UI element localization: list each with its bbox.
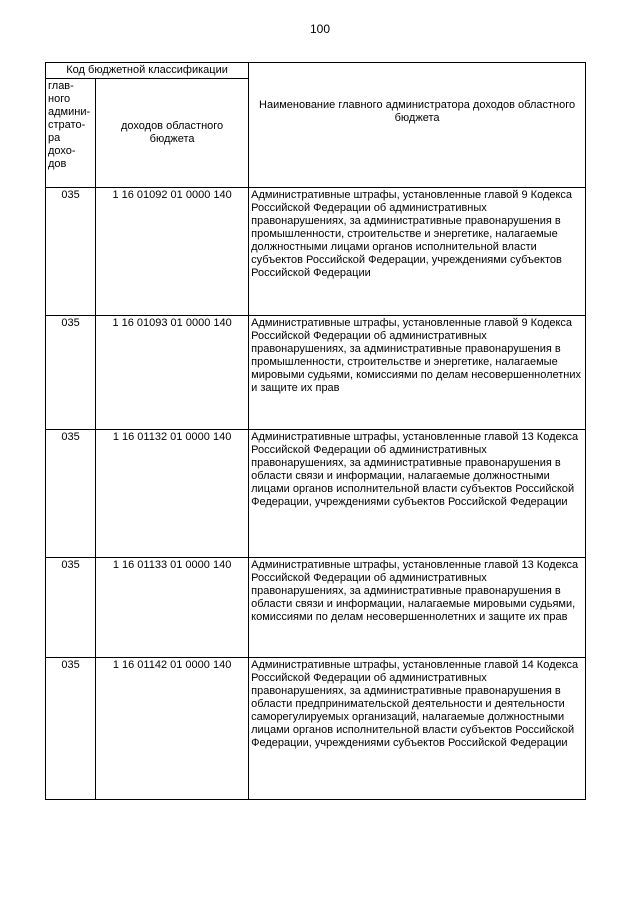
header-classification-code: Код бюджетной классификации [46, 63, 249, 79]
admin-code-cell: 035 [46, 658, 96, 800]
header-regional-income-text: доходов областного бюджета [120, 120, 224, 145]
description-cell: Административные штрафы, установленные главой 9 Кодекса Российской Федерации об административных правонарушениях, за административные правонарушения в промышленности, строительстве и энергетике, налагаемые мировыми судьями, комиссиями по делам несовершеннолетних и защите их прав [249, 316, 586, 430]
admin-code-cell: 035 [46, 558, 96, 658]
table-row [46, 658, 586, 800]
admin-code-cell: 035 [46, 316, 96, 430]
header-administrator-name: Наименование главного администратора доходов областного бюджета [249, 63, 586, 188]
header-regional-income [96, 79, 249, 188]
income-code-cell: 1 16 01132 01 0000 140 [96, 430, 249, 558]
admin-code-cell: 035 [46, 430, 96, 558]
header-main-administrator-text: глав-ного админи-страто-ра дохо-дов [48, 80, 91, 170]
income-code-cell: 1 16 01093 01 0000 140 [96, 316, 249, 430]
admin-code-cell: 035 [46, 188, 96, 316]
table-row [46, 558, 586, 658]
income-code-cell: 1 16 01092 01 0000 140 [96, 188, 249, 316]
description-cell: Административные штрафы, установленные главой 13 Кодекса Российской Федерации об административных правонарушениях, за административные правонарушения в области связи и информации, налагаемые мировыми судьями, комиссиями по делам несовершеннолетних и защите их прав [249, 558, 586, 658]
description-cell: Административные штрафы, установленные главой 13 Кодекса Российской Федерации об административных правонарушениях, за административные правонарушения в области связи и информации, налагаемые должностными лицами органов исполнительной власти субъектов Российской Федерации, учреждениями субъектов Российской Федерации [249, 430, 586, 558]
description-cell: Административные штрафы, установленные главой 9 Кодекса Российской Федерации об административных правонарушениях, за административные правонарушения в промышленности, строительстве и энергетике, налагаемые должностными лицами органов исполнительной власти субъектов Российской Федерации, учреждениями субъектов Российской Федерации [249, 188, 586, 316]
table-row [46, 188, 586, 316]
income-code-cell: 1 16 01142 01 0000 140 [96, 658, 249, 800]
income-code-cell: 1 16 01133 01 0000 140 [96, 558, 249, 658]
table-header-row-top [46, 63, 586, 79]
description-cell: Административные штрафы, установленные главой 14 Кодекса Российской Федерации об административных правонарушениях, за административные правонарушения в области предпринимательской деятельности и деятельности саморегулируемых организаций, налагаемые должностными лицами органов исполнительной власти субъектов Российской Федерации, учреждениями субъектов Российской Федерации [249, 658, 586, 800]
table-row [46, 430, 586, 558]
header-main-administrator [46, 79, 96, 188]
budget-classification-table [45, 62, 586, 800]
table-row [46, 316, 586, 430]
page-number: 100 [309, 22, 331, 36]
